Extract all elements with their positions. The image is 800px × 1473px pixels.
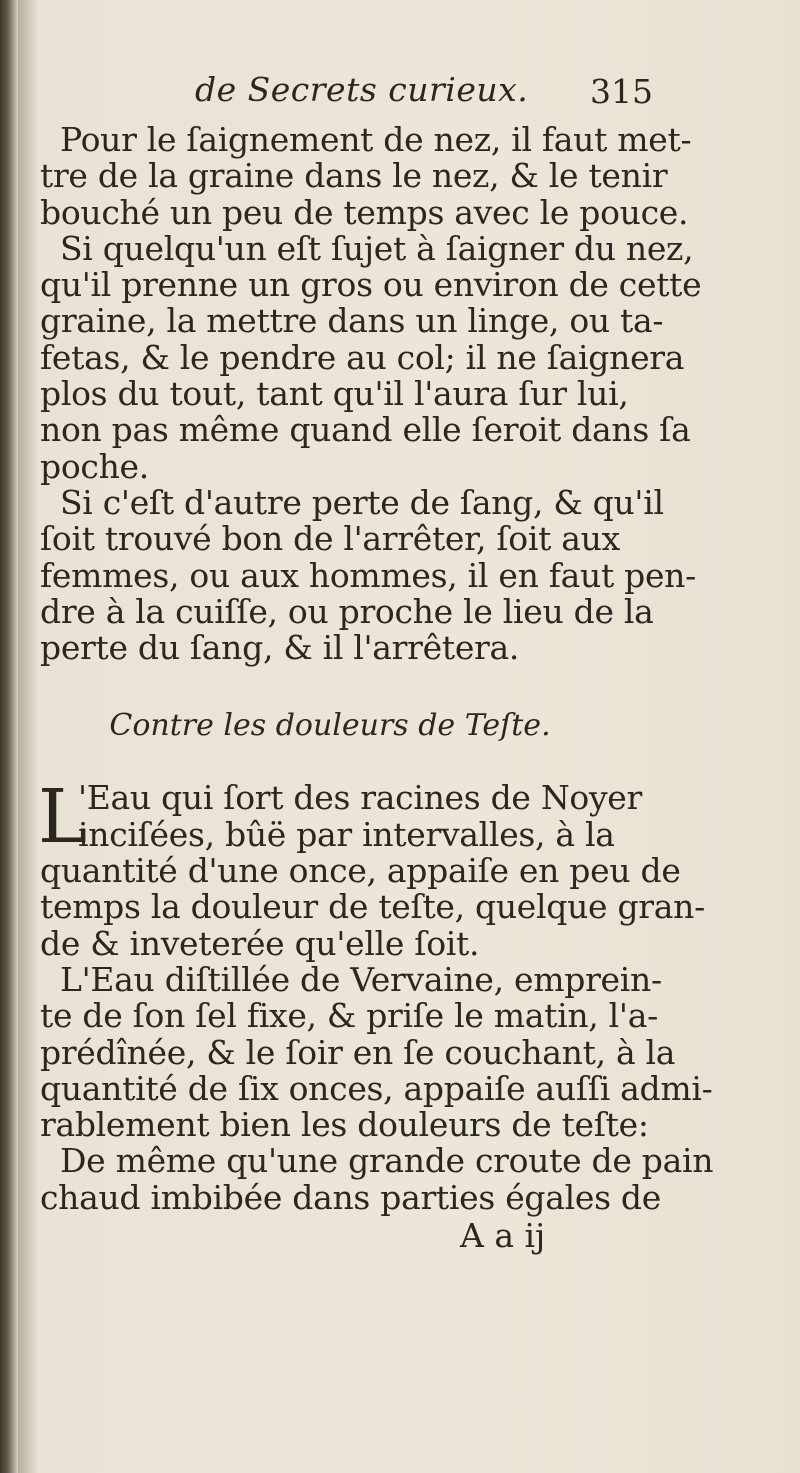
text-line: fetas, & le pendre au col; il ne ſaignera: [40, 337, 685, 377]
text-line: rablement bien les douleurs de teſte:: [40, 1105, 649, 1145]
running-head: [40, 70, 680, 122]
paragraph-walnut-water: [38, 774, 705, 963]
text-line: Pour le ſaignement de nez, il faut met-: [60, 120, 692, 159]
text-line: prédînée, & le ſoir en ſe couchant, à la: [40, 1032, 676, 1072]
text-line: chaud imbibée dans parties égales de: [40, 1177, 661, 1217]
text-line: 'Eau qui ſort des racines de Noyer: [78, 778, 643, 818]
section-heading: Contre les douleurs de Teſte.: [109, 708, 551, 744]
text-line: femmes, ou aux hommes, il en faut pen-: [40, 555, 696, 595]
running-title: de Secrets curieux.: [195, 70, 529, 109]
text-line: L'Eau diſtillée de Vervaine, emprein-: [60, 959, 662, 999]
text-line: perte du ſang, & il l'arrêtera.: [40, 628, 520, 668]
page-number: 315: [590, 72, 653, 111]
text-line: Si quelqu'un eſt ſujet à ſaigner du nez,: [60, 228, 694, 268]
text-line: inciſées, bûë par intervalles, à la: [78, 814, 615, 854]
paragraph-bread-crust: [40, 1141, 714, 1217]
text-line: de & inveterée qu'elle ſoit.: [40, 923, 480, 963]
signature-mark: A a ij: [460, 1216, 546, 1256]
text-line: te de ſon ſel fixe, & priſe le matin, l'a-: [40, 996, 658, 1036]
text-line: ſoit trouvé bon de l'arrêter, ſoit aux: [40, 519, 620, 559]
page-text: [38, 70, 714, 1256]
gutter-shadow: [18, 0, 38, 1473]
text-line: qu'il prenne un gros ou environ de cette: [40, 265, 702, 305]
text-line: quantité d'une once, appaiſe en peu de: [40, 851, 681, 891]
text-line: Si c'eſt d'autre perte de ſang, & qu'il: [60, 482, 664, 522]
text-line: bouché un peu de temps avec le pouce.: [40, 192, 689, 232]
text-line: tre de la graine dans le nez, & le tenir: [40, 156, 668, 196]
paragraph-vervain-water: [40, 959, 713, 1145]
text-line: poche.: [40, 446, 149, 486]
text-line: graine, la mettre dans un linge, ou ta-: [40, 301, 664, 341]
paragraph-nosebleed: [40, 120, 692, 232]
text-line: De même qu'une grande croute de pain: [60, 1141, 714, 1181]
text-line: non pas même quand elle ſeroit dans ſa: [40, 410, 691, 450]
text-line: dre à la cuiſſe, ou proche le lieu de la: [40, 591, 654, 631]
text-line: plos du tout, tant qu'il l'aura ſur lui,: [40, 374, 629, 414]
text-line: quantité de ſix onces, appaiſe auſſi admi-: [40, 1068, 713, 1108]
paragraph-other-blood-loss: [40, 482, 696, 668]
paragraph-prone-to-bleeding: [40, 228, 702, 486]
text-line: temps la douleur de teſte, quelque gran-: [40, 887, 705, 927]
drop-cap: L: [38, 774, 88, 861]
